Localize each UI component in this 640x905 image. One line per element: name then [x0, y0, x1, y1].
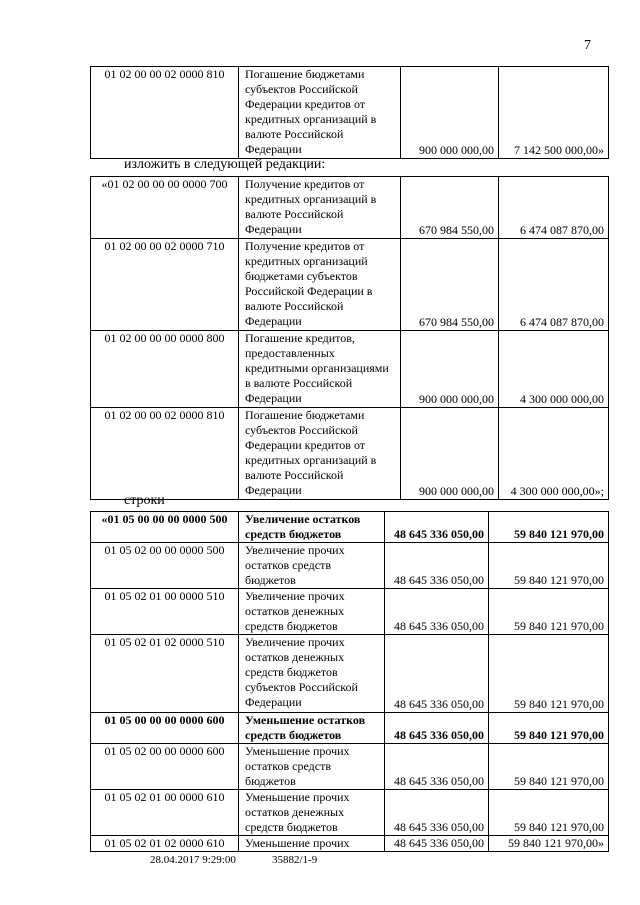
value-cell: 48 645 336 050,00 — [385, 635, 489, 713]
value-cell: 670 984 550,00 — [401, 177, 499, 239]
table-row — [91, 635, 609, 713]
value-cell: 59 840 121 970,00 — [489, 790, 609, 836]
name-cell: Увеличение остатков средств бюджетов — [239, 512, 385, 543]
table-old-body — [91, 67, 609, 159]
code-cell: «01 02 00 00 00 0000 700 — [91, 177, 239, 239]
table-balances — [90, 511, 609, 852]
table-row — [91, 67, 609, 159]
value-cell: 59 840 121 970,00 — [489, 713, 609, 744]
footer-timestamp: 28.04.2017 9:29:00 — [150, 854, 236, 866]
value-cell: 48 645 336 050,00 — [385, 836, 489, 852]
code-cell: 01 02 00 00 02 0000 810 — [91, 67, 239, 159]
table-new-credits — [90, 176, 609, 500]
value-cell: 59 840 121 970,00 — [489, 512, 609, 543]
value-cell: 900 000 000,00 — [401, 408, 499, 500]
name-cell: Увеличение прочих остатков денежных средств бюджетов субъектов Российской Федерации — [239, 635, 385, 713]
table-row — [91, 177, 609, 239]
table-row — [91, 713, 609, 744]
value-cell: 59 840 121 970,00 — [489, 589, 609, 635]
name-cell: Погашение бюджетами субъектов Российской Федерации кредитов от кредитных организаций в валюте Российской Федерации — [239, 67, 401, 159]
table-old-row — [90, 66, 609, 159]
name-cell: Уменьшение прочих остатков денежных средств бюджетов — [239, 790, 385, 836]
code-cell: 01 05 02 01 00 0000 610 — [91, 790, 239, 836]
value-cell: 48 645 336 050,00 — [385, 512, 489, 543]
table-balances-body — [91, 512, 609, 852]
code-cell: 01 02 00 00 00 0000 800 — [91, 331, 239, 408]
code-cell: 01 02 00 00 02 0000 810 — [91, 408, 239, 500]
value-cell: 900 000 000,00 — [401, 67, 499, 159]
value-cell: 48 645 336 050,00 — [385, 744, 489, 790]
table-new-body — [91, 177, 609, 500]
name-cell: Увеличение прочих остатков денежных средств бюджетов — [239, 589, 385, 635]
value-cell: 6 474 087 870,00 — [499, 239, 609, 331]
value-cell: 48 645 336 050,00 — [385, 589, 489, 635]
table-row — [91, 408, 609, 500]
name-cell: Погашение бюджетами субъектов Российской Федерации кредитов от кредитных организаций в валюте Российской Федерации — [239, 408, 401, 500]
value-cell: 670 984 550,00 — [401, 239, 499, 331]
value-cell: 48 645 336 050,00 — [385, 713, 489, 744]
name-cell: Уменьшение прочих — [239, 836, 385, 852]
value-cell: 7 142 500 000,00» — [499, 67, 609, 159]
value-cell: 59 840 121 970,00 — [489, 635, 609, 713]
footer-doc-id: 35882/1-9 — [272, 854, 318, 866]
page-number: 7 — [584, 38, 591, 53]
table-row — [91, 239, 609, 331]
name-cell: Получение кредитов от кредитных организаций в валюте Российской Федерации — [239, 177, 401, 239]
instruction-text: изложить в следующей редакции: — [124, 157, 326, 172]
code-cell: 01 02 00 00 02 0000 710 — [91, 239, 239, 331]
value-cell: 48 645 336 050,00 — [385, 790, 489, 836]
name-cell: Уменьшение остатков средств бюджетов — [239, 713, 385, 744]
code-cell: «01 05 00 00 00 0000 500 — [91, 512, 239, 543]
value-cell: 4 300 000 000,00»; — [499, 408, 609, 500]
code-cell: 01 05 02 00 00 0000 500 — [91, 543, 239, 589]
value-cell: 48 645 336 050,00 — [385, 543, 489, 589]
table-row — [91, 512, 609, 543]
table-row — [91, 790, 609, 836]
value-cell: 59 840 121 970,00» — [489, 836, 609, 852]
name-cell: Уменьшение прочих остатков средств бюджетов — [239, 744, 385, 790]
table-row — [91, 543, 609, 589]
value-cell: 900 000 000,00 — [401, 331, 499, 408]
table-row — [91, 836, 609, 852]
name-cell: Увеличение прочих остатков средств бюджетов — [239, 543, 385, 589]
value-cell: 59 840 121 970,00 — [489, 543, 609, 589]
name-cell: Получение кредитов от кредитных организаций бюджетами субъектов Российской Федерации в валюте Российской Федерации — [239, 239, 401, 331]
code-cell: 01 05 00 00 00 0000 600 — [91, 713, 239, 744]
value-cell: 59 840 121 970,00 — [489, 744, 609, 790]
table-row — [91, 744, 609, 790]
name-cell: Погашение кредитов, предоставленных кредитными организациями в валюте Российской Федерации — [239, 331, 401, 408]
code-cell: 01 05 02 01 02 0000 510 — [91, 635, 239, 713]
code-cell: 01 05 02 01 02 0000 610 — [91, 836, 239, 852]
value-cell: 6 474 087 870,00 — [499, 177, 609, 239]
value-cell: 4 300 000 000,00 — [499, 331, 609, 408]
table-row — [91, 331, 609, 408]
code-cell: 01 05 02 00 00 0000 600 — [91, 744, 239, 790]
instruction-text: строки — [124, 493, 165, 508]
code-cell: 01 05 02 01 00 0000 510 — [91, 589, 239, 635]
table-row — [91, 589, 609, 635]
